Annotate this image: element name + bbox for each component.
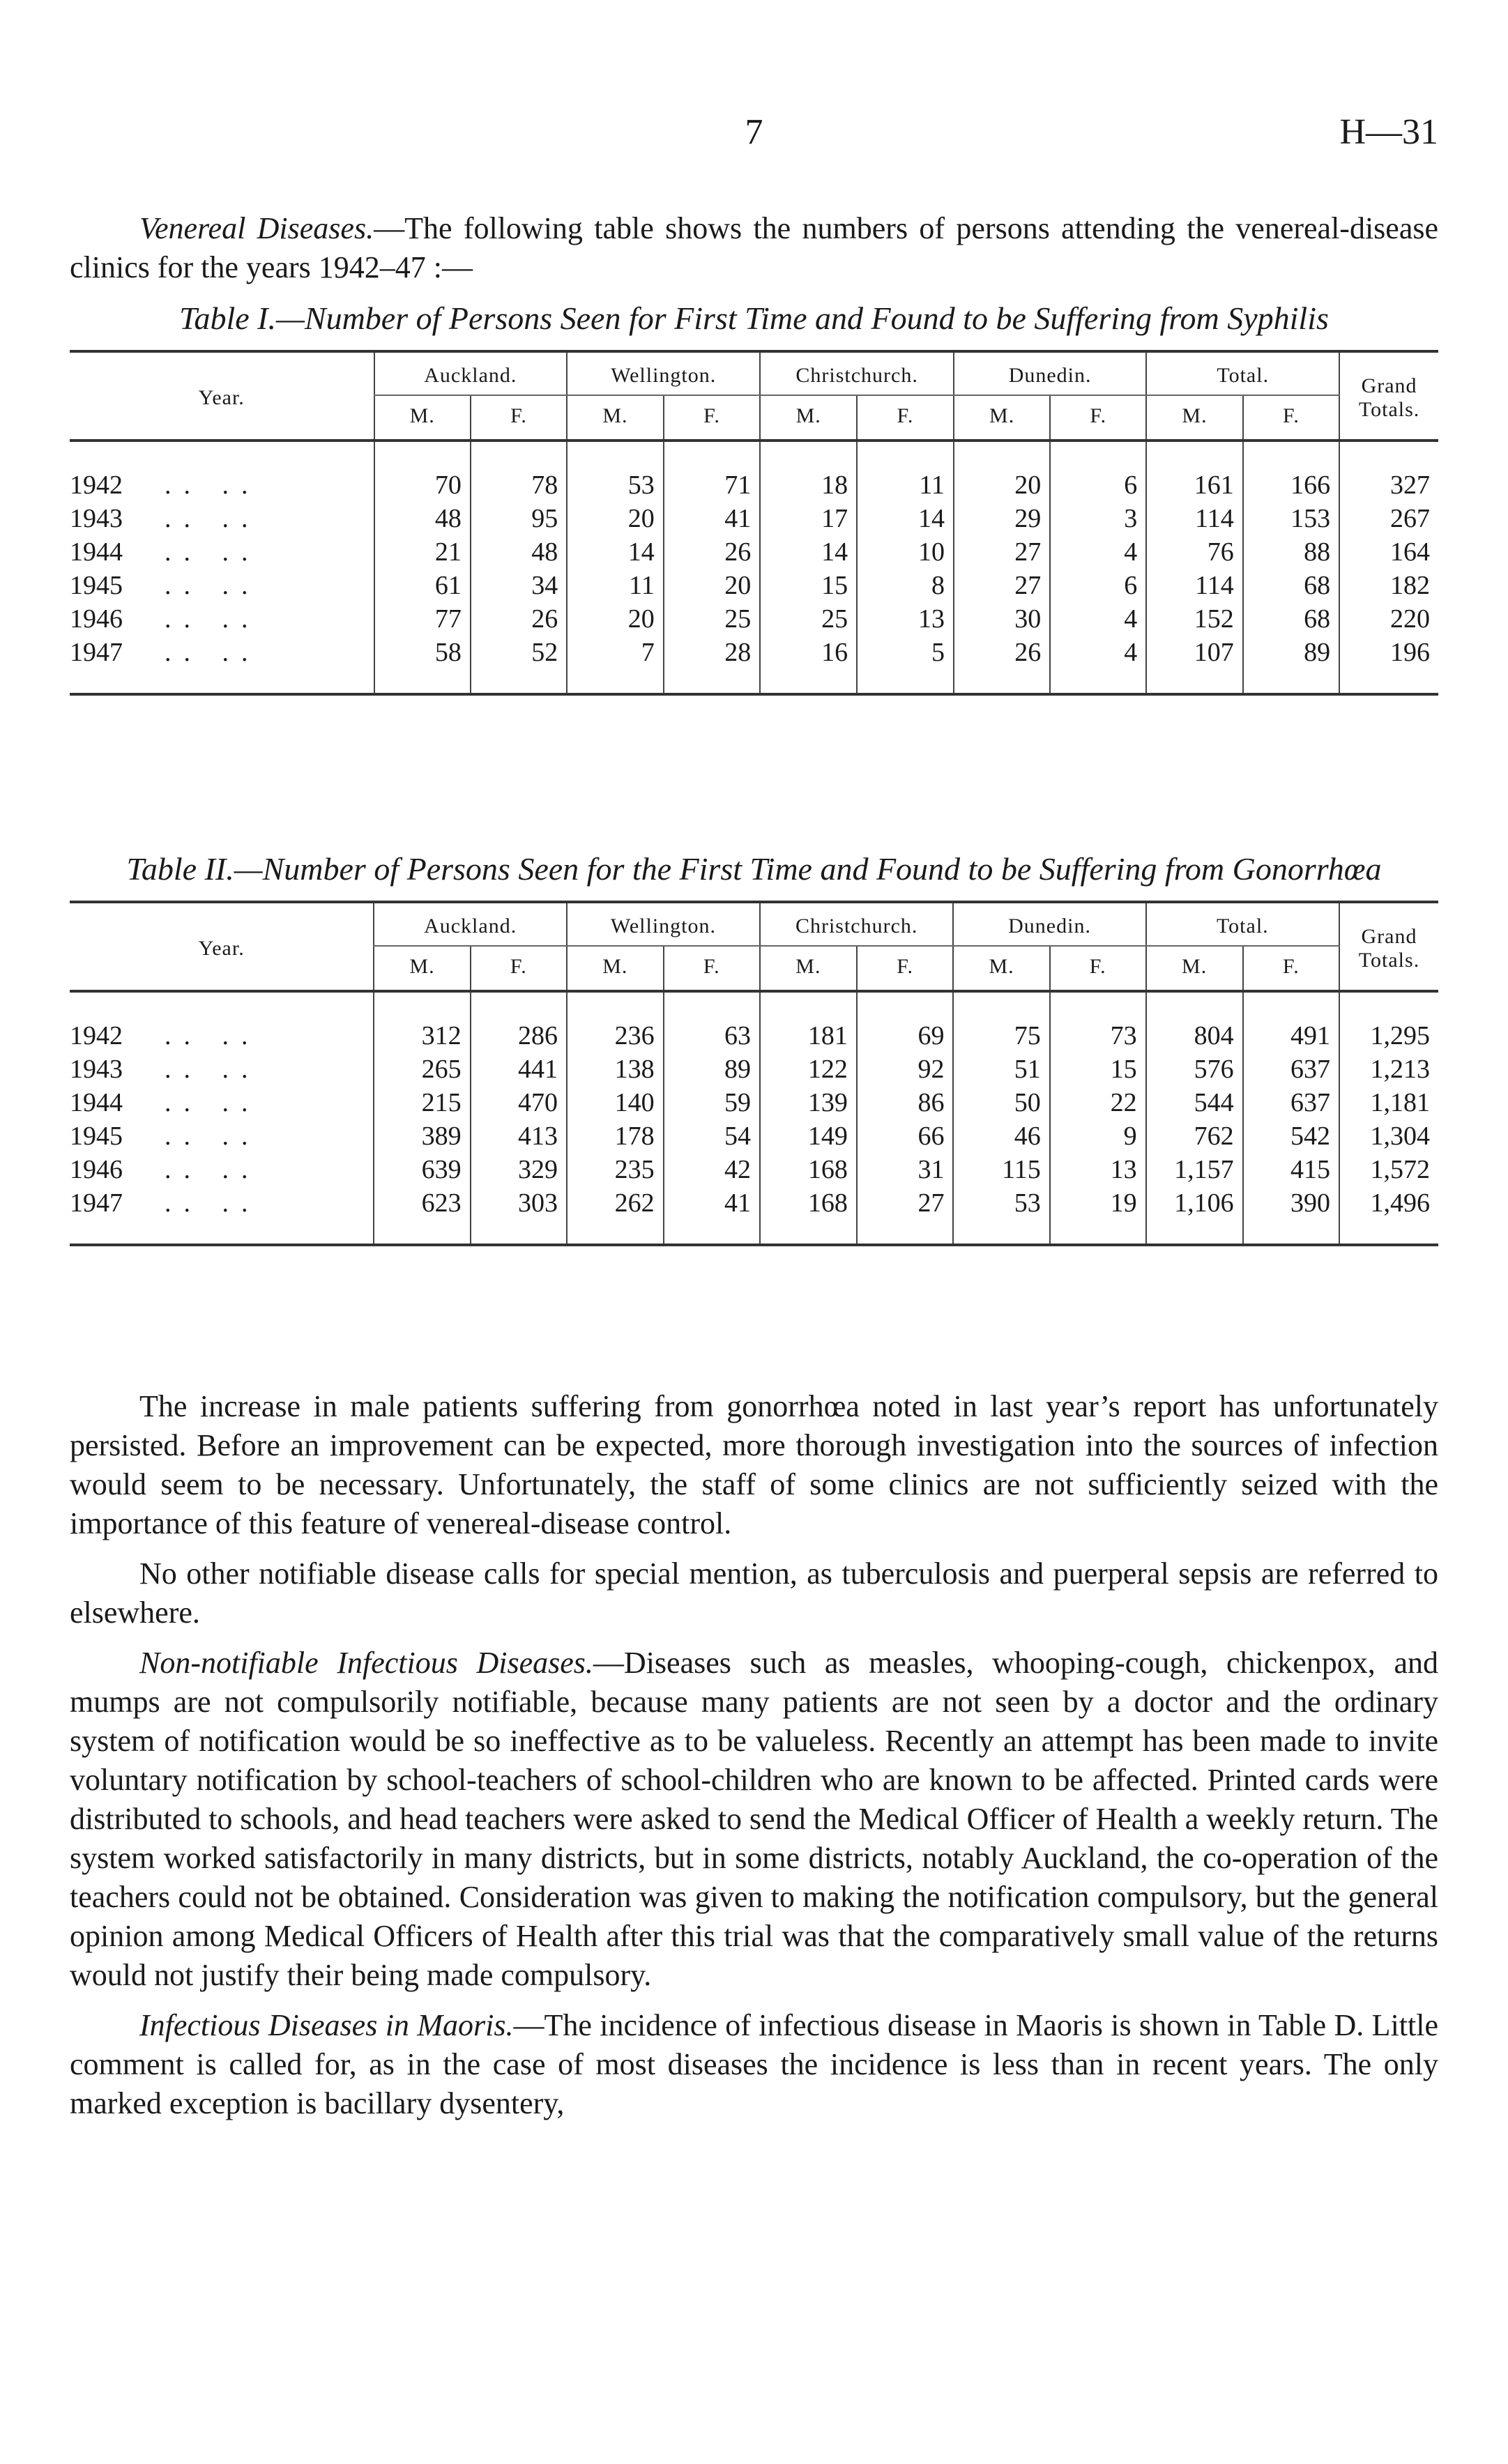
- table-cell: 20: [664, 569, 761, 602]
- table-cell: 262: [567, 1186, 664, 1245]
- table-cell: 1,106: [1146, 1186, 1243, 1245]
- table2-sex-m: M.: [567, 946, 664, 991]
- table-cell: 161: [1146, 441, 1242, 502]
- table-cell: 69: [857, 991, 954, 1053]
- table-cell: 34: [471, 569, 567, 602]
- table-cell: 86: [857, 1086, 954, 1119]
- table-cell: 303: [471, 1186, 567, 1245]
- row-year: 1947: [70, 1188, 123, 1218]
- table-row: [70, 1086, 1438, 1119]
- table-cell: 77: [374, 602, 471, 636]
- table-cell: 27: [954, 569, 1050, 602]
- table-cell: 166: [1243, 441, 1339, 502]
- table-cell: 61: [374, 569, 471, 602]
- table-cell: 66: [857, 1119, 954, 1153]
- table-cell: 27: [954, 535, 1050, 569]
- table-cell: 95: [471, 502, 567, 535]
- row-year: 1943: [70, 504, 123, 533]
- table-cell: 53: [953, 1186, 1049, 1245]
- table-cell: 58: [374, 636, 471, 694]
- table-cell: 13: [857, 602, 954, 636]
- table-cell: 152: [1146, 602, 1242, 636]
- maoris-heading: Infectious Diseases in Maoris.: [139, 2008, 514, 2042]
- table-cell: 9: [1050, 1119, 1146, 1153]
- table-cell: 16: [760, 636, 857, 694]
- body-text: [70, 1387, 1438, 2123]
- table-cell: 20: [567, 502, 664, 535]
- table-cell: 762: [1146, 1119, 1243, 1153]
- table-cell: 312: [374, 991, 470, 1053]
- row-year: 1942: [70, 1021, 123, 1050]
- table2-caption-lead: Table II.: [126, 851, 234, 887]
- intro-text: —The following table shows the numbers of persons attending the venereal-disease clinics for the years 1942–47 :—: [70, 211, 1439, 284]
- table-cell: 182: [1339, 569, 1438, 602]
- table1-block: [70, 300, 1438, 696]
- table-row: [70, 1153, 1438, 1186]
- table-cell: 63: [664, 991, 760, 1053]
- table1-sex-f: F.: [1243, 395, 1339, 441]
- row-year: 1947: [70, 638, 123, 667]
- table2: [70, 901, 1438, 1246]
- table-cell: 1,496: [1339, 1186, 1438, 1245]
- table-cell: 6: [1050, 569, 1146, 602]
- table-cell: 14: [567, 535, 664, 569]
- table2-sex-m: M.: [953, 946, 1049, 991]
- table-cell: 196: [1339, 636, 1438, 694]
- table-cell: 178: [567, 1119, 664, 1153]
- table-row: [70, 569, 1438, 602]
- table-cell: 181: [760, 991, 857, 1053]
- table-cell: 138: [567, 1053, 664, 1086]
- table-cell: 48: [471, 535, 567, 569]
- table-row: [70, 1119, 1438, 1153]
- table-cell: 637: [1243, 1053, 1339, 1086]
- table1-caption-text: —Number of Persons Seen for First Time and Found to be Suffering from Syphilis: [276, 300, 1329, 336]
- table-cell: 68: [1243, 569, 1339, 602]
- table-cell: 41: [664, 1186, 760, 1245]
- table-cell: 1,157: [1146, 1153, 1243, 1186]
- table-row: [70, 991, 1438, 1053]
- table-cell: 21: [374, 535, 471, 569]
- table1-sex-m: M.: [567, 395, 664, 441]
- table-cell: 29: [954, 502, 1050, 535]
- table-cell: 415: [1243, 1153, 1339, 1186]
- leader-dots: .. ..: [165, 1122, 261, 1151]
- table-cell: 18: [760, 441, 857, 502]
- table1: [70, 350, 1438, 696]
- table-cell: 11: [857, 441, 954, 502]
- table2-header-wellington: Wellington.: [567, 902, 760, 946]
- leader-dots: .. ..: [165, 504, 261, 533]
- table-cell: 89: [664, 1053, 760, 1086]
- table-cell: 220: [1339, 602, 1438, 636]
- row-year: 1945: [70, 1122, 123, 1151]
- leader-dots: .. ..: [165, 470, 261, 500]
- table-cell: 70: [374, 441, 471, 502]
- table-cell: 623: [374, 1186, 470, 1245]
- table-cell: 164: [1339, 535, 1438, 569]
- table1-header-wellington: Wellington.: [567, 351, 760, 395]
- table1-caption-lead: Table I.: [179, 300, 276, 336]
- table-cell: 76: [1146, 535, 1242, 569]
- table1-header-dunedin: Dunedin.: [954, 351, 1146, 395]
- table-row: [70, 441, 1438, 502]
- table-cell: 68: [1243, 602, 1339, 636]
- table2-sex-f: F.: [471, 946, 567, 991]
- table-cell: 236: [567, 991, 664, 1053]
- table-cell: 639: [374, 1153, 470, 1186]
- table-cell: 20: [954, 441, 1050, 502]
- table-cell: 27: [857, 1186, 954, 1245]
- table-cell: 14: [760, 535, 857, 569]
- paragraph-non-notifiable: [70, 1644, 1438, 1995]
- table2-sex-m: M.: [760, 946, 857, 991]
- row-year: 1942: [70, 470, 123, 500]
- table-cell: 50: [953, 1086, 1049, 1119]
- table1-sex-m: M.: [954, 395, 1050, 441]
- table-cell: 114: [1146, 502, 1242, 535]
- table-cell: 542: [1243, 1119, 1339, 1153]
- table-cell: 1,295: [1339, 991, 1438, 1053]
- row-year: 1945: [70, 571, 123, 600]
- table-cell: 115: [953, 1153, 1049, 1186]
- table-cell: 73: [1050, 991, 1146, 1053]
- table-cell: 26: [954, 636, 1050, 694]
- table-cell: 637: [1243, 1086, 1339, 1119]
- intro-section: [70, 209, 1438, 287]
- table-cell: 153: [1243, 502, 1339, 535]
- table-cell: 413: [471, 1119, 567, 1153]
- table-cell: 78: [471, 441, 567, 502]
- table1-year-header: Year.: [70, 351, 374, 441]
- table2-header-dunedin: Dunedin.: [953, 902, 1145, 946]
- table-cell: 544: [1146, 1086, 1243, 1119]
- table-cell: 14: [857, 502, 954, 535]
- table-cell: 26: [471, 602, 567, 636]
- table-cell: 441: [471, 1053, 567, 1086]
- row-year: 1944: [70, 537, 123, 567]
- table2-header-total: Total.: [1146, 902, 1339, 946]
- table-cell: 390: [1243, 1186, 1339, 1245]
- table1-header-christchurch: Christchurch.: [760, 351, 954, 395]
- table-cell: 71: [664, 441, 761, 502]
- table-cell: 8: [857, 569, 954, 602]
- table-cell: 15: [1050, 1053, 1146, 1086]
- table-row: [70, 502, 1438, 535]
- table-cell: 48: [374, 502, 471, 535]
- table2-body: [70, 991, 1438, 1245]
- leader-dots: .. ..: [165, 638, 261, 667]
- table1-sex-m: M.: [374, 395, 471, 441]
- table-cell: 4: [1050, 535, 1146, 569]
- table-cell: 89: [1243, 636, 1339, 694]
- table-cell: 17: [760, 502, 857, 535]
- table-row: [70, 602, 1438, 636]
- table-cell: 13: [1050, 1153, 1146, 1186]
- leader-dots: .. ..: [165, 1155, 261, 1184]
- table-cell: 11: [567, 569, 664, 602]
- page-reference: H—31: [1339, 112, 1438, 152]
- table2-grand-header: Grand Totals.: [1339, 902, 1438, 991]
- table-cell: 25: [664, 602, 761, 636]
- row-year: 1943: [70, 1055, 123, 1084]
- table1-sex-f: F.: [857, 395, 954, 441]
- table2-year-header: Year.: [70, 902, 374, 991]
- table-cell: 235: [567, 1153, 664, 1186]
- table1-sex-m: M.: [1146, 395, 1242, 441]
- row-year: 1946: [70, 604, 123, 634]
- table-cell: 42: [664, 1153, 760, 1186]
- table-cell: 52: [471, 636, 567, 694]
- table2-header-christchurch: Christchurch.: [760, 902, 954, 946]
- leader-dots: .. ..: [165, 1055, 261, 1084]
- table-cell: 149: [760, 1119, 857, 1153]
- table-cell: 31: [857, 1153, 954, 1186]
- table1-sex-m: M.: [760, 395, 857, 441]
- table2-sex-m: M.: [374, 946, 470, 991]
- table-cell: 22: [1050, 1086, 1146, 1119]
- paragraph-gonorrhoea-increase: The increase in male patients suffering from gonorrhœa noted in last year’s report has unfortunately persisted. Before an improvement can be expected, more thorough investigation into the sources of infection would seem to be necessary. Unfortunately, the staff of some clinics are not sufficiently seized with the importance of this feature of venereal-disease control.: [70, 1389, 1438, 1540]
- table-cell: 327: [1339, 441, 1438, 502]
- leader-dots: .. ..: [165, 1088, 261, 1117]
- table-cell: 491: [1243, 991, 1339, 1053]
- table-cell: 1,304: [1339, 1119, 1438, 1153]
- paragraph-maoris: [70, 2006, 1438, 2123]
- table-cell: 286: [471, 991, 567, 1053]
- table-cell: 4: [1050, 602, 1146, 636]
- table-cell: 5: [857, 636, 954, 694]
- table-cell: 329: [471, 1153, 567, 1186]
- table-cell: 107: [1146, 636, 1242, 694]
- table-cell: 140: [567, 1086, 664, 1119]
- table-cell: 75: [953, 991, 1049, 1053]
- table-cell: 6: [1050, 441, 1146, 502]
- leader-dots: .. ..: [165, 571, 261, 600]
- table-cell: 53: [567, 441, 664, 502]
- table-cell: 7: [567, 636, 664, 694]
- table-row: [70, 1186, 1438, 1245]
- maoris-text: —The incidence of infectious disease in Maoris is shown in Table D. Little comment is called for, as in the case of most diseases the incidence is less than in recent years. The only marked exception is bacillary dysentery,: [70, 2008, 1438, 2120]
- table1-sex-f: F.: [664, 395, 761, 441]
- table2-sex-f: F.: [1243, 946, 1339, 991]
- paragraph-other-notifiable: No other notifiable disease calls for special mention, as tuberculosis and puerperal sepsis are referred to elsewhere.: [70, 1556, 1438, 1630]
- table-cell: 168: [760, 1186, 857, 1245]
- table2-sex-f: F.: [1050, 946, 1146, 991]
- table-cell: 41: [664, 502, 761, 535]
- table-cell: 168: [760, 1153, 857, 1186]
- table-row: [70, 1053, 1438, 1086]
- table-cell: 114: [1146, 569, 1242, 602]
- table-cell: 267: [1339, 502, 1438, 535]
- table-cell: 20: [567, 602, 664, 636]
- table-cell: 51: [953, 1053, 1049, 1086]
- leader-dots: .. ..: [165, 604, 261, 634]
- table1-body: [70, 441, 1438, 694]
- table2-caption: [70, 850, 1438, 888]
- leader-dots: .. ..: [165, 1188, 261, 1218]
- table-cell: 19: [1050, 1186, 1146, 1245]
- table-cell: 28: [664, 636, 761, 694]
- intro-heading: Venereal Diseases.: [139, 211, 374, 245]
- row-year: 1944: [70, 1088, 123, 1117]
- table-cell: 122: [760, 1053, 857, 1086]
- table-cell: 576: [1146, 1053, 1243, 1086]
- table1-sex-f: F.: [471, 395, 567, 441]
- table2-header-auckland: Auckland.: [374, 902, 567, 946]
- table-cell: 4: [1050, 636, 1146, 694]
- table-cell: 470: [471, 1086, 567, 1119]
- table-cell: 46: [953, 1119, 1049, 1153]
- non-notifiable-heading: Non-notifiable Infectious Diseases.: [139, 1646, 593, 1680]
- table-cell: 265: [374, 1053, 470, 1086]
- table-cell: 10: [857, 535, 954, 569]
- table-cell: 54: [664, 1119, 760, 1153]
- table1-sex-f: F.: [1050, 395, 1146, 441]
- table-row: [70, 636, 1438, 694]
- table1-caption: [70, 300, 1438, 337]
- table-cell: 92: [857, 1053, 954, 1086]
- row-year: 1946: [70, 1155, 123, 1184]
- page-number: 7: [745, 112, 763, 152]
- table-cell: 1,572: [1339, 1153, 1438, 1186]
- table-row: [70, 535, 1438, 569]
- table-cell: 215: [374, 1086, 470, 1119]
- table-cell: 30: [954, 602, 1050, 636]
- table2-block: [70, 850, 1438, 1246]
- leader-dots: .. ..: [165, 1021, 261, 1050]
- table-cell: 1,213: [1339, 1053, 1438, 1086]
- table-cell: 1,181: [1339, 1086, 1438, 1119]
- table2-sex-f: F.: [857, 946, 954, 991]
- table2-caption-text: —Number of Persons Seen for the First Time and Found to be Suffering from Gonorrhœa: [234, 851, 1382, 887]
- table2-sex-f: F.: [664, 946, 760, 991]
- table1-grand-header: Grand Totals.: [1339, 351, 1438, 441]
- table-cell: 15: [760, 569, 857, 602]
- table-cell: 389: [374, 1119, 470, 1153]
- table-cell: 139: [760, 1086, 857, 1119]
- table1-header-auckland: Auckland.: [374, 351, 568, 395]
- table2-sex-m: M.: [1146, 946, 1243, 991]
- leader-dots: .. ..: [165, 537, 261, 567]
- intro-paragraph: [70, 209, 1438, 287]
- table-cell: 26: [664, 535, 761, 569]
- table1-header-total: Total.: [1146, 351, 1339, 395]
- table-cell: 88: [1243, 535, 1339, 569]
- table-cell: 25: [760, 602, 857, 636]
- non-notifiable-text: —Diseases such as measles, whooping-cough, chickenpox, and mumps are not compulsorily notifiable, because many patients are not seen by a doctor and the ordinary system of notification would be so ineffective as to be valueless. Recently an attempt has been made to invite voluntary notification by school-teachers of school-children who are known to be affected. Printed cards were distributed to schools, and head teachers were asked to send the Medical Officer of Health a weekly return. The system worked satisfactorily in many districts, but in some districts, notably Auckland, the co-operation of the teachers could not be obtained. Consideration was given to making the notification compulsory, but the general opinion among Medical Officers of Health after this trial was that the comparatively small value of the returns would not justify their being made compulsory.: [70, 1646, 1439, 1992]
- table-cell: 3: [1050, 502, 1146, 535]
- table-cell: 804: [1146, 991, 1243, 1053]
- table-cell: 59: [664, 1086, 760, 1119]
